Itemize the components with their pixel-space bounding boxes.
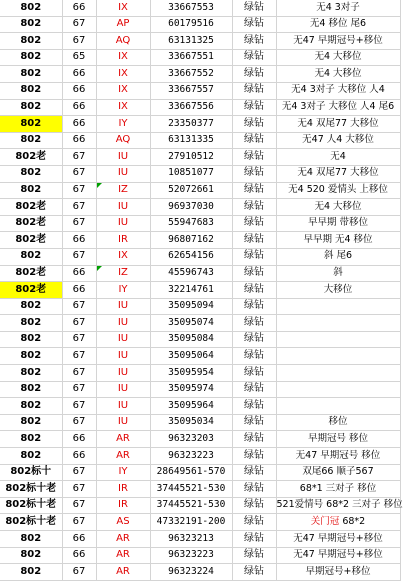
- cell-model[interactable]: 802: [0, 331, 62, 348]
- cell-year[interactable]: 66: [62, 448, 96, 465]
- cell-serial[interactable]: 35095084: [150, 331, 232, 348]
- table-row: [0, 481, 400, 498]
- cell-year[interactable]: 66: [62, 132, 96, 149]
- prefix-text: IY: [118, 283, 128, 295]
- prefix-text: IU: [117, 167, 129, 179]
- table-row: [0, 381, 400, 398]
- cell-type[interactable]: 绿钻: [232, 165, 276, 182]
- cell-serial[interactable]: 35095074: [150, 315, 232, 332]
- cell-year[interactable]: 67: [62, 199, 96, 216]
- table-row: [0, 16, 400, 33]
- cell-type[interactable]: 绿钻: [232, 398, 276, 415]
- cell-type[interactable]: 绿钻: [232, 33, 276, 50]
- cell-prefix[interactable]: [96, 547, 150, 564]
- table-row: [0, 398, 400, 415]
- cell-type[interactable]: 绿钻: [232, 514, 276, 531]
- cell-serial[interactable]: 63131325: [150, 33, 232, 50]
- cell-note[interactable]: 早早期 无4 移位: [276, 232, 400, 249]
- cell-prefix[interactable]: [96, 464, 150, 481]
- cell-year[interactable]: 67: [62, 381, 96, 398]
- cell-prefix[interactable]: [96, 265, 150, 282]
- cell-type[interactable]: 绿钻: [232, 265, 276, 282]
- cell-serial[interactable]: 96807162: [150, 232, 232, 249]
- cell-prefix[interactable]: [96, 66, 150, 83]
- cell-serial[interactable]: 35095964: [150, 398, 232, 415]
- prefix-text: IU: [117, 316, 129, 328]
- cell-serial[interactable]: 35095034: [150, 414, 232, 431]
- prefix-text: AP: [116, 18, 130, 30]
- prefix-text: AQ: [115, 34, 131, 46]
- cell-prefix[interactable]: [96, 431, 150, 448]
- cell-note[interactable]: 无4 双尾77 大移位: [276, 116, 400, 133]
- prefix-text: IU: [117, 217, 129, 229]
- cell-model[interactable]: 802: [0, 99, 62, 116]
- table-row: [0, 431, 400, 448]
- cell-prefix[interactable]: [96, 481, 150, 498]
- cell-note[interactable]: 斜: [276, 265, 400, 282]
- cell-prefix[interactable]: [96, 398, 150, 415]
- cell-type[interactable]: 绿钻: [232, 531, 276, 548]
- cell-note[interactable]: 无4 3对子 大移位 人4: [276, 82, 400, 99]
- cell-prefix[interactable]: [96, 149, 150, 166]
- cell-year[interactable]: 67: [62, 248, 96, 265]
- cell-note[interactable]: 斜 尾6: [276, 248, 400, 265]
- cell-model[interactable]: 802老: [0, 265, 62, 282]
- cell-model[interactable]: 802老: [0, 199, 62, 216]
- cell-type[interactable]: 绿钻: [232, 497, 276, 514]
- cell-model[interactable]: 802: [0, 0, 62, 16]
- cell-model[interactable]: 802标十: [0, 464, 62, 481]
- table-row: [0, 165, 400, 182]
- cell-type[interactable]: 绿钻: [232, 149, 276, 166]
- cell-serial[interactable]: 96323223: [150, 547, 232, 564]
- cell-year[interactable]: 67: [62, 16, 96, 33]
- cell-type[interactable]: 绿钻: [232, 0, 276, 16]
- prefix-text: IZ: [118, 184, 128, 196]
- prefix-text: AR: [116, 549, 130, 561]
- cell-serial[interactable]: 60179516: [150, 16, 232, 33]
- cell-note[interactable]: 无4 3对子: [276, 0, 400, 16]
- cell-model[interactable]: 802: [0, 448, 62, 465]
- cell-note[interactable]: 无47 早期冠号+移位: [276, 531, 400, 548]
- cell-note[interactable]: 无4 移位 尾6: [276, 16, 400, 33]
- cell-note[interactable]: 双尾66 顺子567: [276, 464, 400, 481]
- cell-year[interactable]: 67: [62, 398, 96, 415]
- cell-serial[interactable]: 96937030: [150, 199, 232, 216]
- prefix-text: IU: [117, 200, 129, 212]
- cell-note[interactable]: 无47 早期冠号 移位: [276, 448, 400, 465]
- prefix-text: IY: [118, 466, 128, 478]
- cell-note[interactable]: 无47 早期冠号+移位: [276, 547, 400, 564]
- prefix-text: IU: [117, 366, 129, 378]
- cell-model[interactable]: 802: [0, 564, 62, 581]
- cell-note[interactable]: 早期冠号+移位: [276, 564, 400, 581]
- cell-prefix[interactable]: [96, 232, 150, 249]
- table-row: [0, 365, 400, 382]
- cell-note[interactable]: 无4 3对子 大移位 人4 尾6: [276, 99, 400, 116]
- cell-serial[interactable]: 96323223: [150, 448, 232, 465]
- cell-serial[interactable]: 62654156: [150, 248, 232, 265]
- cell-year[interactable]: 66: [62, 431, 96, 448]
- prefix-text: AR: [116, 532, 130, 544]
- table-row: [0, 149, 400, 166]
- table-row: [0, 0, 400, 16]
- cell-note[interactable]: 68*1 三对子 移位: [276, 481, 400, 498]
- cell-model[interactable]: 802: [0, 398, 62, 415]
- cell-type[interactable]: 绿钻: [232, 199, 276, 216]
- cell-model[interactable]: 802: [0, 414, 62, 431]
- prefix-text: AR: [116, 449, 130, 461]
- cell-model[interactable]: 802: [0, 365, 62, 382]
- cell-prefix[interactable]: [96, 315, 150, 332]
- cell-year[interactable]: 67: [62, 182, 96, 199]
- cell-model[interactable]: 802标十老: [0, 514, 62, 531]
- cell-serial[interactable]: 32214761: [150, 282, 232, 299]
- cell-model[interactable]: 802老: [0, 215, 62, 232]
- cell-serial[interactable]: 35095954: [150, 365, 232, 382]
- cell-prefix[interactable]: [96, 33, 150, 50]
- cell-year[interactable]: 66: [62, 232, 96, 249]
- prefix-text: IX: [118, 51, 128, 63]
- cell-serial[interactable]: 37445521-530: [150, 497, 232, 514]
- cell-type[interactable]: 绿钻: [232, 348, 276, 365]
- table-row: [0, 182, 400, 199]
- cell-serial[interactable]: 96323213: [150, 531, 232, 548]
- table-row: [0, 232, 400, 249]
- cell-year[interactable]: 66: [62, 82, 96, 99]
- cell-note[interactable]: [276, 298, 400, 315]
- cell-serial[interactable]: 37445521-530: [150, 481, 232, 498]
- cell-note[interactable]: [276, 331, 400, 348]
- cell-serial[interactable]: 10851077: [150, 165, 232, 182]
- cell-note[interactable]: [276, 514, 400, 531]
- cell-serial[interactable]: 33667553: [150, 0, 232, 16]
- cell-prefix[interactable]: [96, 381, 150, 398]
- prefix-text: IU: [117, 333, 129, 345]
- cell-prefix[interactable]: [96, 132, 150, 149]
- cell-prefix[interactable]: [96, 564, 150, 581]
- prefix-text: IR: [118, 233, 128, 245]
- cell-prefix[interactable]: [96, 82, 150, 99]
- cell-prefix[interactable]: [96, 0, 150, 16]
- cell-note[interactable]: 无4 520 爱情头 上移位: [276, 182, 400, 199]
- cell-year[interactable]: 67: [62, 365, 96, 382]
- cell-prefix[interactable]: [96, 199, 150, 216]
- table-row: [0, 49, 400, 66]
- cell-model[interactable]: 802老: [0, 149, 62, 166]
- cell-serial[interactable]: 33667557: [150, 82, 232, 99]
- prefix-text: AQ: [115, 134, 131, 146]
- table-row: [0, 315, 400, 332]
- cell-type[interactable]: 绿钻: [232, 431, 276, 448]
- cell-year[interactable]: 67: [62, 149, 96, 166]
- table-row: [0, 564, 400, 581]
- cell-type[interactable]: 绿钻: [232, 49, 276, 66]
- prefix-text: IU: [117, 383, 129, 395]
- table-row: [0, 282, 400, 299]
- cell-note[interactable]: 无47 人4 大移位: [276, 132, 400, 149]
- table-row: [0, 33, 400, 50]
- prefix-text: IU: [117, 300, 129, 312]
- cell-serial[interactable]: 52072661: [150, 182, 232, 199]
- cell-serial[interactable]: 63131335: [150, 132, 232, 149]
- cell-serial[interactable]: 28649561-570: [150, 464, 232, 481]
- prefix-text: IU: [117, 399, 129, 411]
- prefix-text: AS: [116, 515, 130, 527]
- cell-year[interactable]: 67: [62, 165, 96, 182]
- table-row: [0, 448, 400, 465]
- cell-model[interactable]: 802: [0, 298, 62, 315]
- cell-note[interactable]: [276, 315, 400, 332]
- prefix-text: IU: [117, 150, 129, 162]
- cell-year[interactable]: 66: [62, 531, 96, 548]
- cell-type[interactable]: 绿钻: [232, 66, 276, 83]
- prefix-text: IR: [118, 482, 128, 494]
- cell-prefix[interactable]: [96, 531, 150, 548]
- cell-serial[interactable]: 45596743: [150, 265, 232, 282]
- cell-note[interactable]: 无4 双尾77 大移位: [276, 165, 400, 182]
- cell-serial[interactable]: 35095974: [150, 381, 232, 398]
- table-row: [0, 199, 400, 216]
- cell-type[interactable]: 绿钻: [232, 331, 276, 348]
- cell-note[interactable]: [276, 381, 400, 398]
- table-row: [0, 132, 400, 149]
- prefix-text: IX: [118, 67, 128, 79]
- cell-model[interactable]: 802: [0, 381, 62, 398]
- cell-year[interactable]: 67: [62, 414, 96, 431]
- cell-year[interactable]: 67: [62, 497, 96, 514]
- cell-year[interactable]: 67: [62, 315, 96, 332]
- cell-type[interactable]: 绿钻: [232, 132, 276, 149]
- cell-model[interactable]: 802: [0, 82, 62, 99]
- cell-year[interactable]: 67: [62, 514, 96, 531]
- cell-note[interactable]: 无4 大移位: [276, 66, 400, 83]
- cell-prefix[interactable]: [96, 248, 150, 265]
- cell-type[interactable]: 绿钻: [232, 82, 276, 99]
- cell-note[interactable]: 早早期 带移位: [276, 215, 400, 232]
- cell-serial[interactable]: 23350377: [150, 116, 232, 133]
- cell-type[interactable]: 绿钻: [232, 182, 276, 199]
- cell-type[interactable]: 绿钻: [232, 448, 276, 465]
- cell-year[interactable]: 66: [62, 116, 96, 133]
- cell-model[interactable]: 802: [0, 116, 62, 133]
- prefix-text: IR: [118, 499, 128, 511]
- cell-note[interactable]: 521爱情号 68*2 三对子 移位: [276, 497, 400, 514]
- cell-note[interactable]: 无4 大移位: [276, 49, 400, 66]
- cell-model[interactable]: 802: [0, 348, 62, 365]
- cell-model[interactable]: 802: [0, 66, 62, 83]
- cell-serial[interactable]: 35095064: [150, 348, 232, 365]
- cell-prefix[interactable]: [96, 298, 150, 315]
- cell-prefix[interactable]: [96, 116, 150, 133]
- cell-type[interactable]: 绿钻: [232, 116, 276, 133]
- cell-model[interactable]: 802: [0, 431, 62, 448]
- cell-prefix[interactable]: [96, 497, 150, 514]
- cell-note[interactable]: 大移位: [276, 282, 400, 299]
- cell-serial[interactable]: 33667556: [150, 99, 232, 116]
- cell-note[interactable]: 无4: [276, 149, 400, 166]
- cell-type[interactable]: 绿钻: [232, 365, 276, 382]
- cell-type[interactable]: 绿钻: [232, 16, 276, 33]
- cell-note[interactable]: [276, 398, 400, 415]
- cell-serial[interactable]: 33667551: [150, 49, 232, 66]
- comment-marker-icon: [97, 266, 102, 271]
- cell-prefix[interactable]: [96, 99, 150, 116]
- cell-type[interactable]: 绿钻: [232, 282, 276, 299]
- cell-serial[interactable]: 33667552: [150, 66, 232, 83]
- cell-year[interactable]: 67: [62, 298, 96, 315]
- cell-model[interactable]: 802: [0, 33, 62, 50]
- cell-year[interactable]: 67: [62, 215, 96, 232]
- cell-note[interactable]: 早期冠号 移位: [276, 431, 400, 448]
- cell-note[interactable]: 移位: [276, 414, 400, 431]
- cell-type[interactable]: 绿钻: [232, 99, 276, 116]
- table-row: [0, 116, 400, 133]
- cell-type[interactable]: 绿钻: [232, 298, 276, 315]
- note-text: 68*2: [342, 515, 366, 527]
- cell-prefix[interactable]: [96, 448, 150, 465]
- cell-note[interactable]: 无47 早期冠号+移位: [276, 33, 400, 50]
- cell-year[interactable]: 67: [62, 481, 96, 498]
- cell-model[interactable]: 802: [0, 49, 62, 66]
- table-row: [0, 514, 400, 531]
- cell-year[interactable]: 66: [62, 99, 96, 116]
- cell-model[interactable]: 802标十老: [0, 481, 62, 498]
- cell-prefix[interactable]: [96, 365, 150, 382]
- cell-year[interactable]: 66: [62, 265, 96, 282]
- cell-model[interactable]: 802: [0, 248, 62, 265]
- cell-model[interactable]: 802标十老: [0, 497, 62, 514]
- cell-type[interactable]: 绿钻: [232, 215, 276, 232]
- table-row: [0, 215, 400, 232]
- prefix-text: IU: [117, 416, 129, 428]
- cell-note[interactable]: 无4 大移位: [276, 199, 400, 216]
- cell-serial[interactable]: 27910512: [150, 149, 232, 166]
- cell-prefix[interactable]: [96, 16, 150, 33]
- note-red-text: 关门冠: [310, 515, 343, 527]
- cell-serial[interactable]: 55947683: [150, 215, 232, 232]
- cell-year[interactable]: 66: [62, 282, 96, 299]
- prefix-text: AR: [116, 565, 130, 577]
- table-row: [0, 331, 400, 348]
- table-row: [0, 531, 400, 548]
- prefix-text: IU: [117, 349, 129, 361]
- cell-type[interactable]: 绿钻: [232, 464, 276, 481]
- table-row: [0, 82, 400, 99]
- prefix-text: IY: [118, 117, 128, 129]
- cell-prefix[interactable]: [96, 282, 150, 299]
- cell-type[interactable]: 绿钻: [232, 564, 276, 581]
- cell-model[interactable]: 802: [0, 547, 62, 564]
- cell-year[interactable]: 67: [62, 464, 96, 481]
- cell-prefix[interactable]: [96, 331, 150, 348]
- cell-model[interactable]: 802: [0, 16, 62, 33]
- cell-type[interactable]: 绿钻: [232, 381, 276, 398]
- cell-model[interactable]: 802老: [0, 282, 62, 299]
- cell-note[interactable]: [276, 348, 400, 365]
- comment-marker-icon: [97, 183, 102, 188]
- cell-year[interactable]: 67: [62, 348, 96, 365]
- table-row: [0, 464, 400, 481]
- cell-prefix[interactable]: [96, 165, 150, 182]
- table-row: [0, 414, 400, 431]
- cell-type[interactable]: 绿钻: [232, 232, 276, 249]
- cell-prefix[interactable]: [96, 348, 150, 365]
- cell-model[interactable]: 802: [0, 132, 62, 149]
- cell-year[interactable]: 66: [62, 0, 96, 16]
- cell-year[interactable]: 66: [62, 547, 96, 564]
- table-row: [0, 547, 400, 564]
- cell-prefix[interactable]: [96, 414, 150, 431]
- cell-type[interactable]: 绿钻: [232, 414, 276, 431]
- table-row: [0, 497, 400, 514]
- cell-serial[interactable]: 96323224: [150, 564, 232, 581]
- prefix-text: IX: [118, 84, 128, 96]
- cell-prefix[interactable]: [96, 182, 150, 199]
- cell-type[interactable]: 绿钻: [232, 481, 276, 498]
- cell-year[interactable]: 67: [62, 331, 96, 348]
- cell-serial[interactable]: 47332191-200: [150, 514, 232, 531]
- cell-type[interactable]: 绿钻: [232, 315, 276, 332]
- cell-serial[interactable]: 96323203: [150, 431, 232, 448]
- table-row: [0, 265, 400, 282]
- cell-year[interactable]: 67: [62, 33, 96, 50]
- table-row: [0, 348, 400, 365]
- table-row: [0, 99, 400, 116]
- prefix-text: AR: [116, 432, 130, 444]
- cell-model[interactable]: 802: [0, 165, 62, 182]
- cell-year[interactable]: 67: [62, 564, 96, 581]
- prefix-text: IX: [118, 1, 128, 13]
- cell-serial[interactable]: 35095094: [150, 298, 232, 315]
- cell-prefix[interactable]: [96, 514, 150, 531]
- cell-model[interactable]: 802: [0, 315, 62, 332]
- cell-prefix[interactable]: [96, 215, 150, 232]
- cell-model[interactable]: 802: [0, 531, 62, 548]
- table-row: [0, 248, 400, 265]
- prefix-text: IX: [118, 101, 128, 113]
- cell-model[interactable]: 802: [0, 182, 62, 199]
- cell-year[interactable]: 66: [62, 66, 96, 83]
- cell-model[interactable]: 802老: [0, 232, 62, 249]
- cell-type[interactable]: 绿钻: [232, 547, 276, 564]
- cell-note[interactable]: [276, 365, 400, 382]
- table-row: [0, 66, 400, 83]
- cell-year[interactable]: 65: [62, 49, 96, 66]
- table-row: [0, 298, 400, 315]
- prefix-text: IX: [118, 250, 128, 262]
- cell-type[interactable]: 绿钻: [232, 248, 276, 265]
- cell-prefix[interactable]: [96, 49, 150, 66]
- prefix-text: IZ: [118, 267, 128, 278]
